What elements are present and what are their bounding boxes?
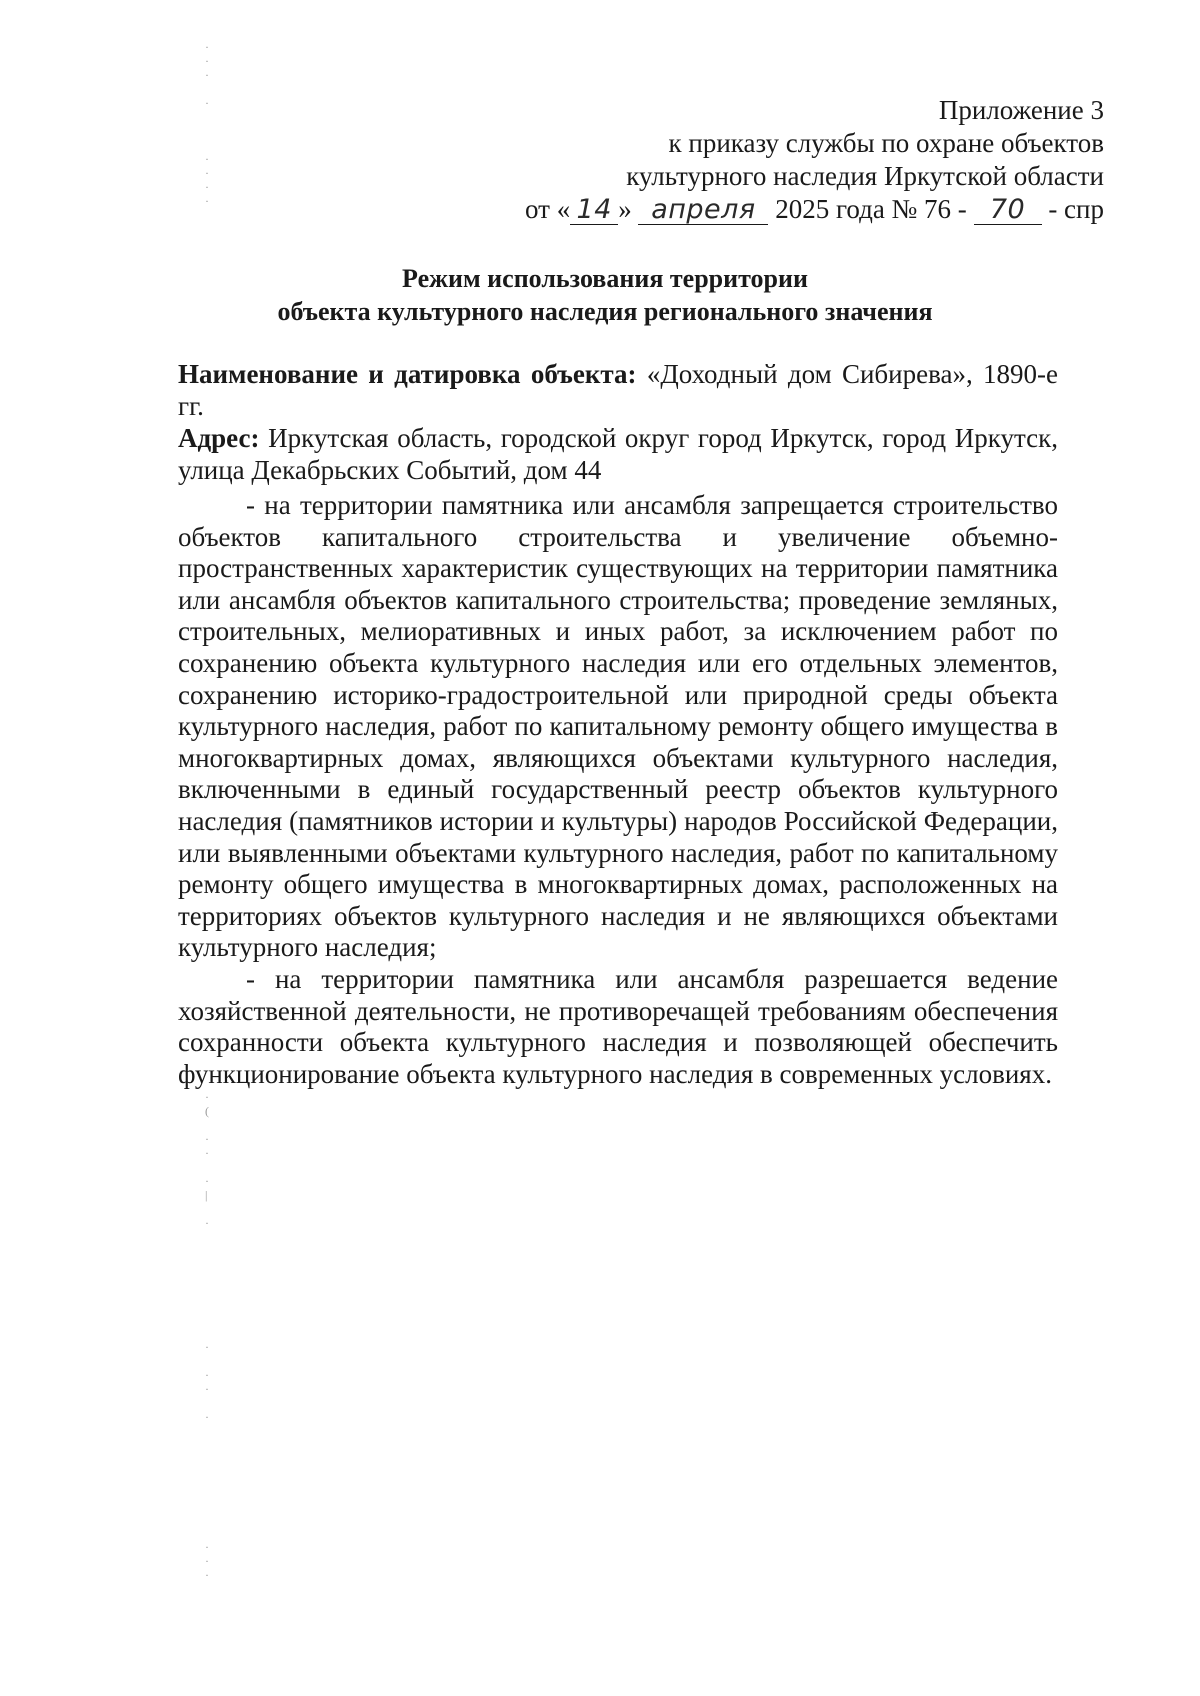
scan-margin-marks-lower: · · · · <box>205 1340 209 1424</box>
appendix-number: Приложение 3 <box>938 95 1104 125</box>
scan-margin-marks-middle: · ( · · · | · <box>205 1090 209 1230</box>
date-close-quote: » <box>618 194 632 224</box>
handwritten-order-number: 70 <box>974 196 1042 225</box>
scan-margin-marks-bottom: · · · <box>205 1540 209 1582</box>
object-details <box>178 358 1058 486</box>
title-line-1: Режим использования территории <box>402 264 808 293</box>
object-address-row <box>178 422 1058 486</box>
prohibitions-paragraph: - на территории памятника или ансамбля запрещается строительство объектов капитального строительства и увеличение объемно-пространственных характеристик существующих на территории памятника или ансамбля объектов капитального строительства; проведение земляных, строительных, мелиоративных и иных работ, за исключением работ по сохранению объекта культурного наследия или его отдельных элементов, сохранению историко-градостроительной или природной среды объекта культурного наследия, работ по капитальному ремонту общего имущества в многоквартирных домах, являющихся объектами культурного наследия, включенными в единый государственный реестр объектов культурного наследия (памятников истории и культуры) народов Российской Федерации, или выявленными объектами культурного наследия, работ по капитальному ремонту общего имущества в многоквартирных домах, расположенных на территориях объектов культурного наследия и не являющихся объектами культурного наследия; <box>178 490 1058 963</box>
handwritten-month: апреля <box>638 196 768 225</box>
permissions-paragraph: - на территории памятника или ансамбля разрешается ведение хозяйственной деятельности, не противоречащей требованиям обеспечения сохранности объекта культурного наследия и позволяющей обеспечить функционирование объекта культурного наследия в современных условиях. <box>178 963 1058 1089</box>
scan-margin-marks-top: · · · · · · · · <box>205 40 209 208</box>
object-name-label: Наименование и датировка объекта: <box>178 359 637 389</box>
document-title <box>150 262 1060 328</box>
object-address-label: Адрес: <box>178 423 260 453</box>
object-name-value: «Доходный дом Сибирева», 1890-е гг. <box>178 359 1058 421</box>
object-address-value: Иркутская область, городской округ город Иркутск, город Иркутск, улица Декабрьских Событий, дом 44 <box>178 423 1059 485</box>
title-line-2: объекта культурного наследия регионального значения <box>277 297 933 326</box>
order-date-line <box>525 193 1104 226</box>
date-prefix: от « <box>525 194 571 224</box>
appendix-order-ref: к приказу службы по охране объектов <box>668 128 1104 158</box>
regime-text <box>178 490 1058 1090</box>
handwritten-day: 14 <box>570 196 618 225</box>
appendix-authority: культурного наследия Иркутской области <box>626 161 1104 191</box>
order-suffix: - спр <box>1048 194 1104 224</box>
order-year-text: 2025 года № 76 - <box>775 194 967 224</box>
object-name-row <box>178 358 1058 422</box>
appendix-header <box>525 94 1104 226</box>
